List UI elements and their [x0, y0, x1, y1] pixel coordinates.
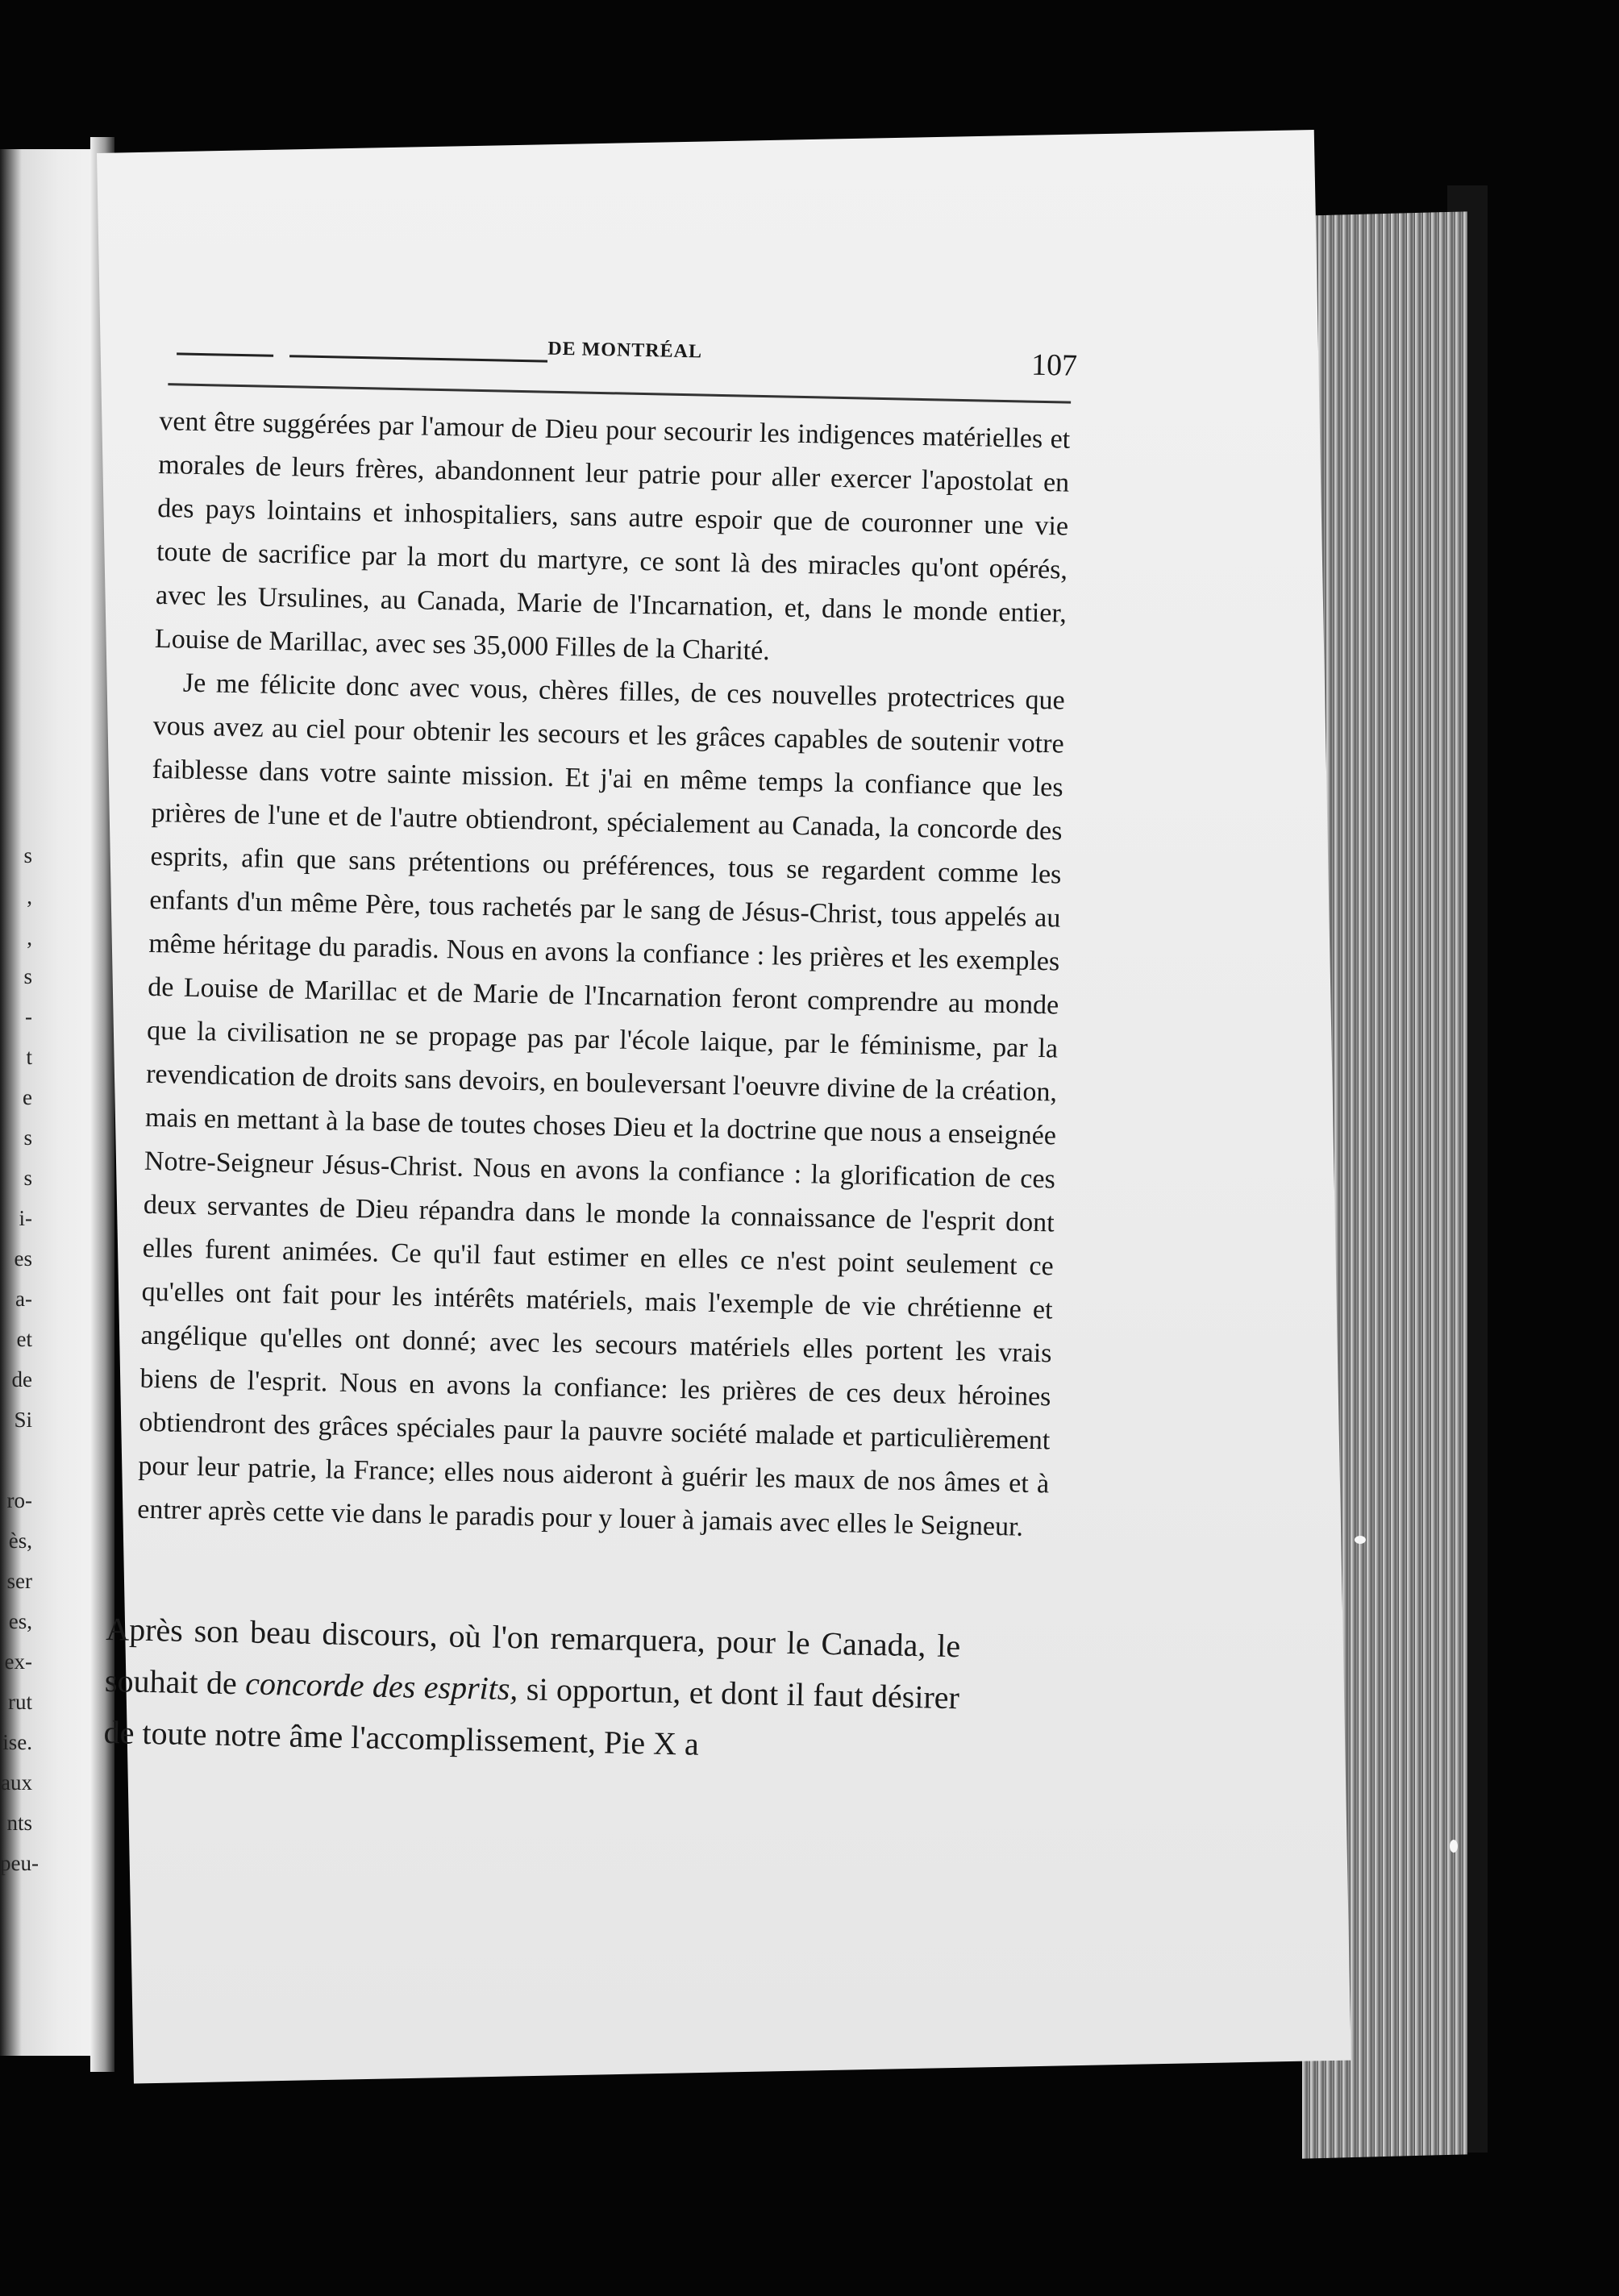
fragment: s [23, 1125, 32, 1150]
fragment: Si [14, 1408, 32, 1432]
fragment: s [23, 964, 32, 988]
fragment: nts [6, 1811, 32, 1835]
fragment: rut [8, 1690, 32, 1714]
paragraph-1: vent être suggérées par l'amour de Dieu pour secourir les indigences matérielles et morales de leurs frères, abandonnent leur patrie pour aller exercer l'apostolat en des pays lointains et inhospitaliers, sans autre espoir que de couronner une vie toute de sacrifice par la mort du martyre, ce sont là des miracles qu'ont opérés, avec les Ursulines, au Canada, Marie de l'Incarnation, et, dans le monde entier, Louise de Marillac, avec ses 35,000 Filles de la Charité. [154, 406, 1071, 667]
fragment: e [23, 1085, 32, 1109]
fragment: peu- [0, 1851, 39, 1875]
header-rule-left [177, 352, 273, 356]
fragment: ex- [4, 1649, 32, 1674]
fragment: , [27, 925, 32, 950]
fragment: i- [19, 1206, 32, 1230]
paragraph-2: Je me félicite donc avec vous, chères filles, de ces nouvelles protectrices que vous avez au ciel pour obtenir les secours et les grâces capables de soutenir votre faiblesse dans votre sainte mission. Et j'ai en même temps la confiance que les prières de l'une et de l'autre obtiendront, spécialement au Canada, la concorde des esprits, afin que sans prétentions ou préférences, tous se regardent comme les enfants d'un même Père, tous rachetés par le sang de Jésus-Christ, tous appelés au même héritage du paradis. Nous en avons la confiance : les prières et les exemples de Louise de Marillac et de Marie de l'Incarnation feront comprendre au monde que la civilisation ne se propage pas par l'école laique, par le féminisme, par la revendication de droits sans devoirs, en bouleversant l'oeuvre divine de la création, mais en mettant à la base de toutes choses Dieu et la doctrine que nous a enseignée Notre-Seigneur Jésus-Christ. Nous en avons la confiance : la glorification de ces deux servantes de Dieu répandra dans le monde la connaissance de l'esprit dont elles furent animées. Ce qu'il faut estimer en elles ce n'est point seulement ce qu'elles ont fait pour les intérêts matériels, mais l'exemple de vie chrétienne et angélique qu'elles ont donné; avec les secours matériels elles portent les vrais biens de l'esprit. Nous en avons la confiance: les prières de ces deux héroines obtiendront des grâces spéciales paur la pauvre société malade et particulièrement pour leur patrie, la France; elles nous aideront à guérir les maux de nos âmes et à entrer après cette vie dans le paradis pour y louer à jamais avec elles le Seigneur. [136, 668, 1066, 1542]
fragment: aux [1, 1770, 32, 1795]
header-rule-middle [289, 355, 547, 362]
fragment: ro- [6, 1488, 32, 1512]
fragment: de [11, 1367, 32, 1391]
paragraph-3 [103, 1603, 961, 1775]
fragment: ise. [2, 1730, 32, 1754]
paragraph-3-text-a: Après son beau discours, où l'on remarquera, pour le Canada, le souhait de [104, 1610, 961, 1702]
fragment: - [25, 1004, 32, 1029]
fragment: et [16, 1327, 32, 1351]
fragment: es [14, 1246, 32, 1271]
fragment: a- [15, 1287, 32, 1311]
fragment: t [26, 1045, 32, 1069]
page-number: 107 [1030, 347, 1078, 383]
page-blemish [1355, 1536, 1366, 1544]
fragment: , [27, 884, 32, 909]
fragment: s [23, 843, 32, 867]
page-blemish [1450, 1840, 1458, 1853]
fragment: ser [6, 1569, 32, 1593]
page-text [103, 318, 1078, 1809]
fragment: es, [8, 1609, 32, 1633]
paragraph-3-italic: concorde des esprits, [244, 1665, 518, 1707]
fragment: s [23, 1166, 32, 1190]
running-title: DE MONTRÉAL [547, 338, 703, 363]
fragment: ès, [8, 1529, 32, 1553]
paragraph-3-text-b: si opportun, et dont il faut désirer de toute notre âme l'accomplissement, Pie X a [103, 1670, 960, 1762]
